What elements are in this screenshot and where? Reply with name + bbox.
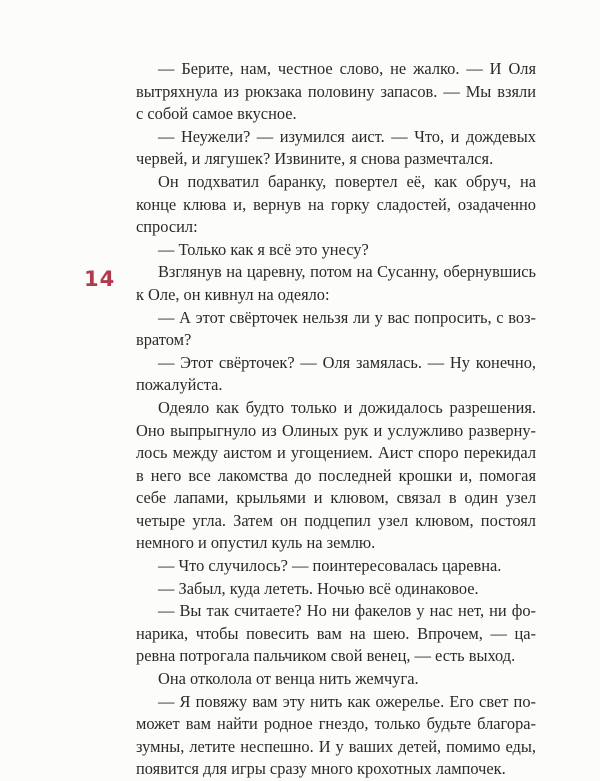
text-line: появится для игры сразу много крохотных лампочек. — [136, 759, 506, 779]
text-line: конце клюва и, вернув на горку сладостей, озадаченно — [136, 194, 536, 214]
text-line: зумны, летите неспешно. И у ваших детей, помимо еды, — [136, 736, 536, 756]
text-line: спросил: — [136, 217, 198, 237]
text-line: Она отколола от венца нить жемчуга. — [158, 669, 419, 689]
text-line: — Берите, нам, честное слово, не жалко. — И Оля — [158, 59, 536, 78]
page-number: 14 — [84, 267, 116, 291]
text-line: вратом? — [136, 330, 192, 350]
text-line: лось между аистом и угощением. Аист споро перекидал — [136, 443, 536, 463]
text-line: — Этот свёрточек? — Оля замялась. — Ну конечно, — [158, 352, 536, 372]
text-line: с собой самое вкусное. — [136, 104, 297, 124]
text-line: Оно выпрыгнуло из Олиных рук и услужливо разверну- — [136, 420, 536, 440]
text-line: — Неужели? — изумился аист. — Что, и дождевых — [158, 126, 536, 146]
text-line: немного и опустил куль на землю. — [136, 533, 376, 553]
text-line: себе лапами, крыльями и клювом, связал в один узел — [136, 488, 536, 508]
text-line: Одеяло как будто только и дожидалось разрешения. — [158, 397, 536, 417]
text-line: в него все лакомства до последней крошки и, помогая — [136, 465, 536, 485]
text-line: — Я повяжу вам эту нить как ожерелье. Его свет по- — [158, 691, 536, 711]
text-line: — Только как я всё это унесу? — [158, 239, 369, 259]
text-line: пожалуйста. — [136, 375, 223, 395]
text-line: — Вы так считаете? Но ни факелов у нас нет, ни фо- — [158, 601, 536, 621]
text-line: ревна потрогала пальчиком свой венец, — есть выход. — [136, 646, 516, 666]
text-line: к Оле, он кивнул на одеяло: — [136, 284, 330, 304]
text-line: вытряхнула из рюкзака половину запасов. — Мы взяли — [136, 81, 536, 101]
text-line: Он подхватил баранку, повертел её, как обруч, на — [158, 171, 536, 191]
text-line: четыре угла. Затем он подцепил узел клювом, постоял — [136, 510, 536, 530]
text-line: может вам найти родное гнездо, только будьте благора- — [136, 714, 536, 734]
text-line: нарика, чтобы повесить вам на шею. Впрочем, — ца- — [136, 623, 536, 643]
text-line: — А этот свёрточек нельзя ли у вас попросить, с воз- — [158, 307, 536, 327]
text-line: — Забыл, куда лететь. Ночью всё одинаковое. — [158, 578, 479, 598]
text-line: Взглянув на царевну, потом на Сусанну, обернувшись — [158, 262, 536, 282]
text-line: червей, и лягушек? Извините, я снова размечтался. — [136, 149, 494, 169]
page-text — [136, 58, 536, 781]
text-line: — Что случилось? — поинтересовалась царевна. — [158, 556, 502, 576]
